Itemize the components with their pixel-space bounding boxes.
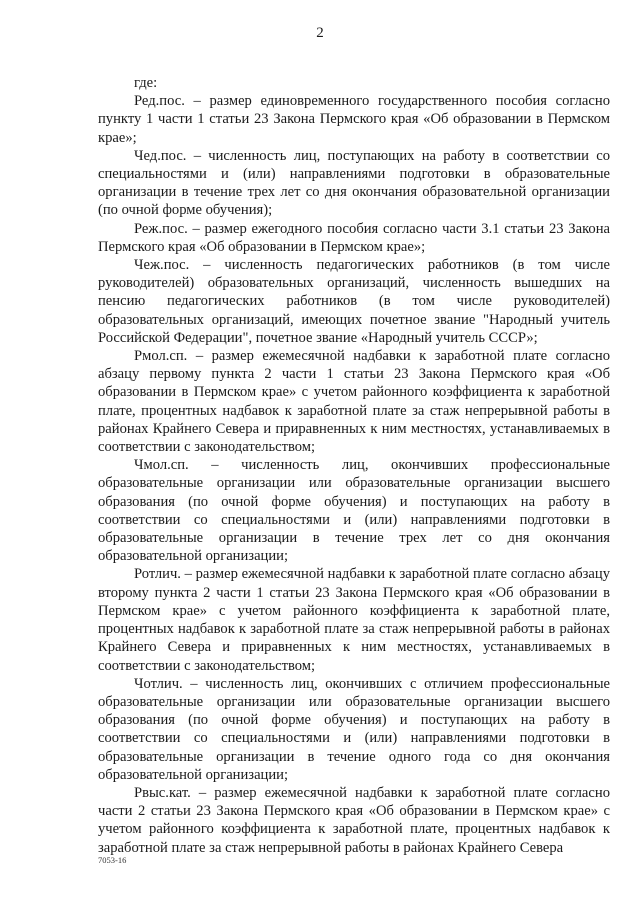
document-code: 7053-16 — [98, 855, 127, 865]
where-label: где: — [134, 75, 158, 91]
paragraph-chmol-sp: Чмол.сп. – численность лиц, окончивших профессиональные образовательные организации или образовательные организации высшего образования (по очной форме обучения) и поступающих на работу в соответствии со специальностями и (или) направлениями подготовки в образовательные организации в течение трех лет со дня окончания образовательной организации; — [98, 457, 610, 565]
paragraph-rezh-pos: Реж.пос. – размер ежегодного пособия согласно части 3.1 статьи 23 Закона Пермского края «Об образовании в Пермском крае»; — [98, 220, 610, 255]
paragraph-ched-pos: Чед.пос. – численность лиц, поступающих на работу в соответствии со специальностями и (или) направлениями подготовки в образовательные организации в течение трех лет со дня окончания образовательной организации (по очной форме обучения); — [98, 147, 610, 219]
paragraph-chezh-pos: Чеж.пос. – численность педагогических работников (в том числе руководителей) образовательных организаций, численность вышедших на пенсию педагогических работников (в том числе руководителей) образовательных организаций, имеющих почетное звание "Народный учитель Российской Федерации", почетное звание «Народный учитель СССР»; — [98, 257, 610, 346]
page-number: 2 — [316, 25, 324, 41]
paragraph-rvys-kat: Рвыс.кат. – размер ежемесячной надбавки к заработной плате согласно части 2 статьи 23 Закона Пермского края «Об образовании в Пермском крае» с учетом районного коэффициента к заработной плате, процентных надбавок к заработной плате за стаж непрерывной работы в районах Крайнего Севера — [98, 784, 610, 856]
paragraph-red-pos: Ред.пос. – размер единовременного государственного пособия согласно пункту 1 части 1 статьи 23 Закона Пермского края «Об образовании в Пермском крае»; — [98, 93, 610, 146]
paragraph-rotlich: Ротлич. – размер ежемесячной надбавки к заработной плате согласно абзацу второму пункта 2 части 1 статьи 23 Закона Пермского края «Об образовании в Пермском крае» с учетом районного коэффициента к заработной плате, процентных надбавок к заработной плате за стаж непрерывной работы в районах Крайнего Севера и приравненных к ним местностях, устанавливаемых в соответствии с законодательством; — [98, 566, 610, 674]
document-body — [98, 74, 610, 857]
paragraph-chotlich: Чотлич. – численность лиц, окончивших с отличием профессиональные образовательные организации или образовательные организации высшего образования (по очной форме обучения) и поступающих на работу в соответствии со специальностями и (или) направлениями подготовки в образовательные организации в течение одного года со дня окончания образовательной организации; — [98, 675, 610, 783]
paragraph-rmol-sp: Рмол.сп. – размер ежемесячной надбавки к заработной плате согласно абзацу первому пункта 2 части 1 статьи 23 Закона Пермского края «Об образовании в Пермском крае» с учетом районного коэффициента к заработной плате, процентных надбавок к заработной плате за стаж непрерывной работы в районах Крайнего Севера и приравненных к ним местностях, устанавливаемых в соответствии с законодательством; — [98, 348, 610, 456]
